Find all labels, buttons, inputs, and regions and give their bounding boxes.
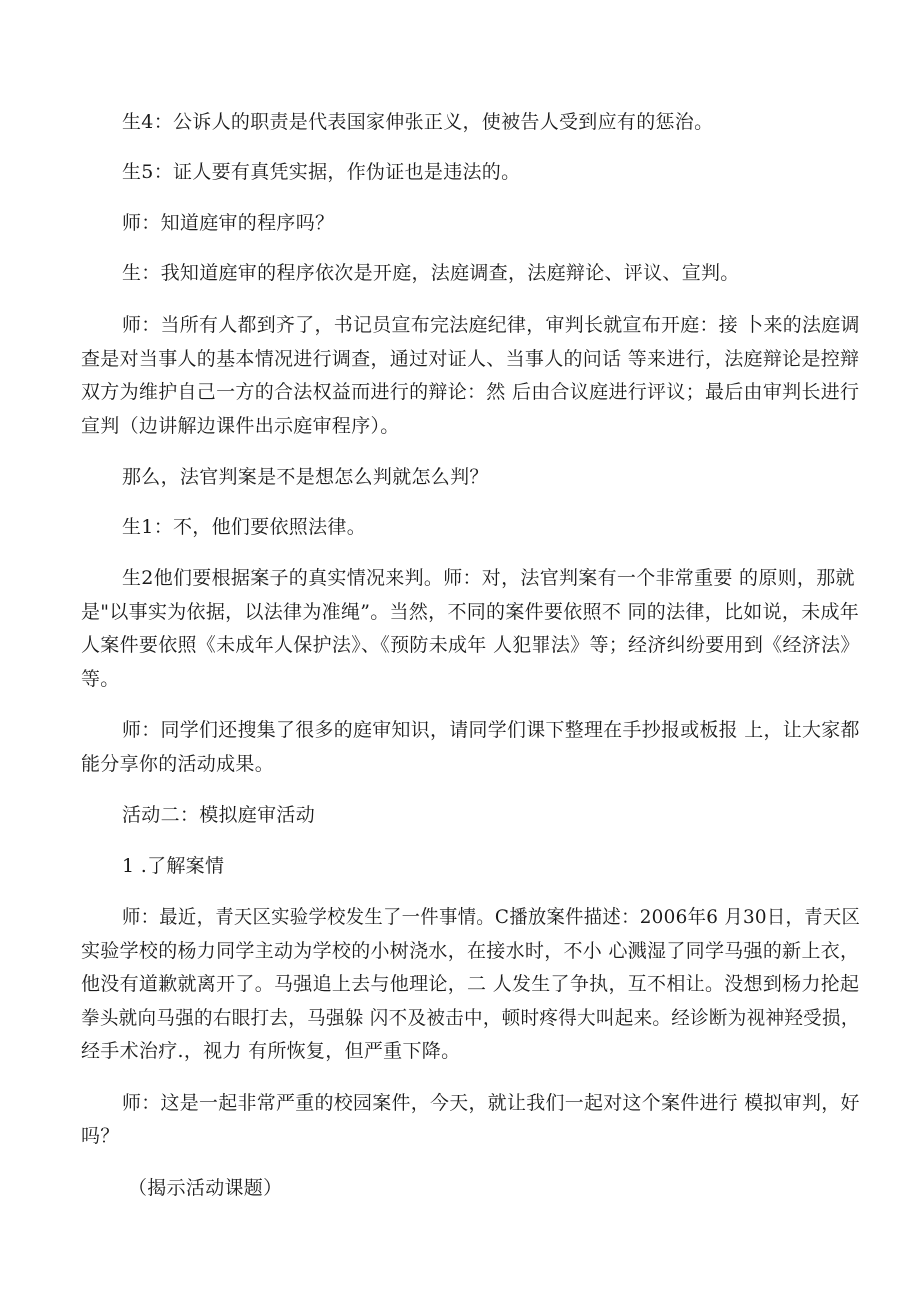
text-line: 查是对当事人的基本情况进行调查，通过对证人、当事人的问话 等来进行，法庭辩论是控辩 [81,348,860,370]
text-line: 生5：证人要有真凭实据，作伪证也是违法的。 [122,161,521,183]
text-line: 等。 [81,668,120,690]
text-line: 师：同学们还搜集了很多的庭审知识，请同学们课下整理在手抄报或板报 上，让大家都 [122,719,860,741]
text-line: 师：知道庭审的程序吗？ [122,212,335,234]
text-line: 是"以事实为依据，以法律为准绳”。当然，不同的案件要依照不 同的法律，比如说，未成年 [81,601,860,623]
text-line: 宣判（边讲解边课件出示庭审程序）。 [81,415,400,437]
text-line: 双方为维护自己一方的合法权益而进行的辩论：然 后由合议庭进行评议；最后由审判长进行 [81,381,860,403]
text-line: 生2他们要根据案子的真实情况来判。师：对，法官判案有一个非常重要 的原则，那就 [122,567,855,589]
text-line: 经手术治疗.，视力 有所恢复，但严重下降。 [81,1040,461,1062]
subsection-heading: 1 .了解案情 [122,855,225,877]
text-line: 师：这是一起非常严重的校园案件，今天，就让我们一起对这个案件进行 模拟审判，好 [122,1092,860,1114]
text-line: 那么，法官判案是不是想怎么判就怎么判？ [122,466,489,488]
text-line: 他没有道歉就离开了。马强追上去与他理论，二 人发生了争执，互不相让。没想到杨力抡起 [81,973,860,995]
text-line: 师：当所有人都到齐了，书记员宣布完法庭纪律，审判长就宣布开庭：接 卜来的法庭调 [122,314,860,336]
text-line: 吗？ [81,1125,120,1147]
text-line: 生：我知道庭审的程序依次是开庭，法庭调查，法庭辩论、评议、宣判。 [122,262,740,284]
text-line: 拳头就向马强的右眼打去，马强躲 闪不及被击中，顿时疼得大叫起来。经诊断为视神羟受损， [81,1007,860,1029]
text-line: 实验学校的杨力同学主动为学校的小树浇水，在接水时，不小 心溅湿了同学马强的新上衣， [81,940,860,962]
text-line: 人案件要依照《未成年人保护法》、《预防未成年 人犯罪法》等；经济纠纷要用到《经济法》 [81,634,860,656]
section-heading: 活动二：模拟庭审活动 [122,804,316,826]
text-line: 生1：不，他们要依照法律。 [122,516,366,538]
text-line: （揭示活动课题） [128,1177,283,1199]
text-line: 生4：公诉人的职责是代表国家伸张正义，使被告人受到应有的惩治。 [122,111,714,133]
text-line: 能分享你的活动成果。 [81,753,275,775]
text-line: 师：最近，青天区实验学校发生了一件事情。C播放案件描述：2006年6 月30日，青天区 [122,906,861,928]
